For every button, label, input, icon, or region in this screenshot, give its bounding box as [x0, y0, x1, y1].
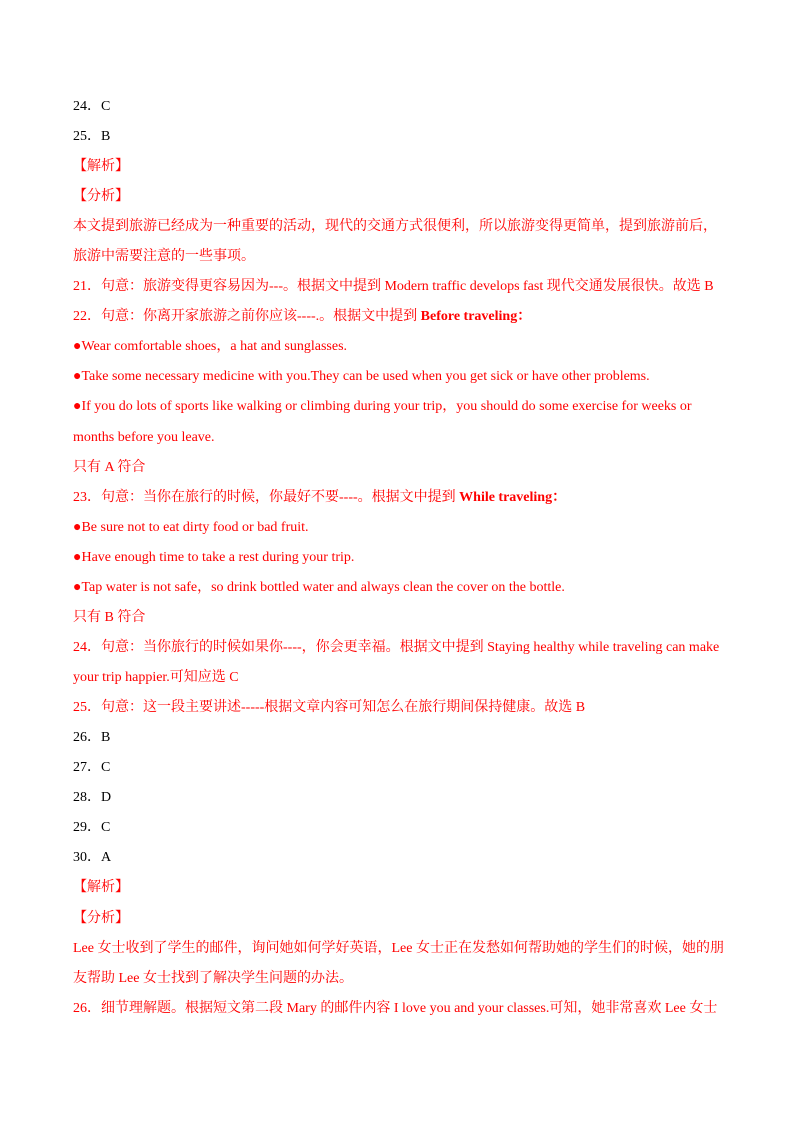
- explanation-25: 25．句意：这一段主要讲述-----根据文章内容可知怎么在旅行期间保持健康。故选 B: [73, 700, 586, 715]
- answer-30: 30．A: [73, 850, 112, 865]
- bullet-item: ●Take some necessary medicine with you.They can be used when you get sick or have other problems.: [73, 369, 650, 384]
- conclusion-23: 只有 B 符合: [73, 610, 146, 625]
- explanation-26: 26．细节理解题。根据短文第二段 Mary 的邮件内容 I love you and your classes.可知，她非常喜欢 Lee 女士: [73, 1001, 718, 1016]
- section-heading-fenxi: 【分析】: [73, 189, 129, 204]
- answer-25: 25．B: [73, 129, 111, 144]
- keyword-while-traveling: While traveling：: [459, 490, 567, 505]
- explanation-21: 21．句意：旅游变得更容易因为---。根据文中提到 Modern traffic develops fast 现代交通发展很快。故选 B: [73, 279, 714, 294]
- keyword-before-traveling: Before traveling：: [420, 309, 532, 324]
- bullet-item: ●Be sure not to eat dirty food or bad fruit.: [73, 520, 309, 535]
- explanation-23: [73, 489, 566, 507]
- explanation-22: [73, 308, 531, 326]
- explanation-23-text: 23．句意：当你在旅行的时候，你最好不要----。根据文中提到: [73, 490, 460, 505]
- answer-27: 27．C: [73, 760, 111, 775]
- explanation-24-continued: your trip happier.可知应选 C: [73, 670, 239, 685]
- explanation-24: 24．句意：当你旅行的时候如果你----，你会更幸福。根据文中提到 Staying healthy while traveling can make: [73, 640, 720, 655]
- section-heading-jiexi: 【解析】: [73, 159, 129, 174]
- bullet-item-continued: months before you leave.: [73, 430, 215, 445]
- bullet-item: ●Tap water is not safe，so drink bottled water and always clean the cover on the bottle.: [73, 580, 565, 595]
- explanation-22-text: 22．句意：你离开家旅游之前你应该----.。根据文中提到: [73, 309, 421, 324]
- conclusion-22: 只有 A 符合: [73, 460, 146, 475]
- answer-29: 29．C: [73, 820, 111, 835]
- summary-line-2: 友帮助 Lee 女士找到了解决学生问题的办法。: [73, 971, 353, 986]
- answer-28: 28．D: [73, 790, 112, 805]
- bullet-item: ●Have enough time to take a rest during your trip.: [73, 550, 355, 565]
- summary-line-1: Lee 女士收到了学生的邮件，询问她如何学好英语，Lee 女士正在发愁如何帮助她的学生们的时候，她的朋: [73, 941, 724, 956]
- bullet-item: ●If you do lots of sports like walking or climbing during your trip，you should do some exercise for weeks or: [73, 399, 692, 414]
- bullet-item: ●Wear comfortable shoes，a hat and sunglasses.: [73, 339, 348, 354]
- section-heading-fenxi: 【分析】: [73, 911, 129, 926]
- summary-line-1: 本文提到旅游已经成为一种重要的活动，现代的交通方式很便利，所以旅游变得更简单，提到旅游前后，: [73, 219, 717, 234]
- summary-line-2: 旅游中需要注意的一些事项。: [73, 249, 255, 264]
- answer-26: 26．B: [73, 730, 111, 745]
- section-heading-jiexi: 【解析】: [73, 880, 129, 895]
- answer-24: 24．C: [73, 99, 111, 114]
